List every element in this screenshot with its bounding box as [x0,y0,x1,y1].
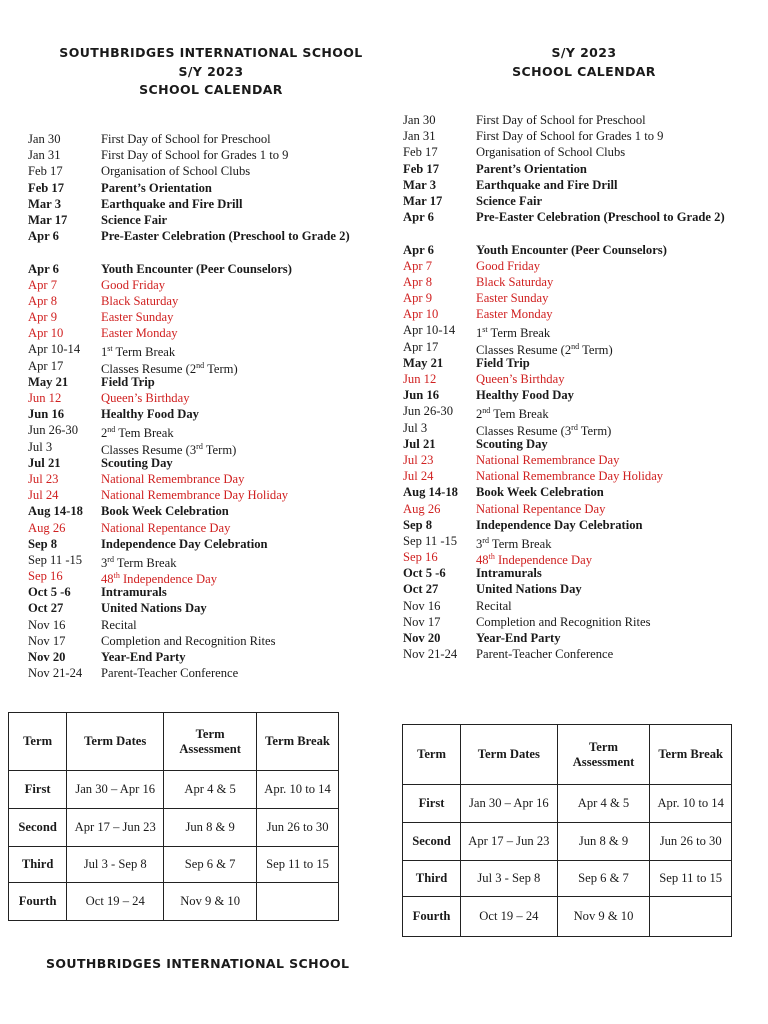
event-date: Nov 20 [28,650,66,665]
calendar-event [28,374,384,390]
table-cell: Apr 4 & 5 [164,771,257,809]
event-date: Nov 21-24 [28,666,83,681]
event-description: Easter Sunday [101,310,174,325]
event-date: Jul 21 [403,436,436,451]
event-description: Recital [476,598,512,613]
event-description: Healthy Food Day [476,388,574,403]
event-date: Sep 16 [403,550,438,565]
event-description: Good Friday [476,258,541,273]
event-date: Aug 14-18 [28,504,83,519]
calendar-event [28,471,384,487]
table-cell: Third [9,847,67,883]
school-name: SOUTHBRIDGES INTERNATIONAL SCHOOL [59,45,363,60]
event-description: United Nations Day [101,601,207,616]
table-cell: Jun 8 & 9 [557,823,650,861]
event-description: Pre-Easter Celebration (Preschool to Grade 2) [101,229,350,244]
event-description: Classes Resume (3rd Term) [476,422,612,438]
event-date: Apr 9 [403,291,433,306]
event-description: Easter Monday [101,326,178,341]
event-date: Nov 17 [403,614,441,629]
table-cell: Third [403,861,461,897]
event-date: Feb 17 [403,161,440,176]
column-header: Term [403,725,461,785]
calendar-event [403,646,759,662]
calendar-event [28,584,384,600]
calendar-event [28,422,384,441]
event-description: First Day of School for Preschool [476,113,646,127]
calendar-event [403,403,759,422]
table-cell: Apr. 10 to 14 [650,785,732,823]
event-date: Nov 21-24 [403,647,458,662]
event-date: Jul 24 [28,488,59,503]
calendar-event [28,163,384,179]
event-date: Oct 27 [28,601,64,616]
event-description: Organisation of School Clubs [101,164,251,179]
event-date: Jul 21 [28,455,61,470]
calendar-event [403,209,759,241]
calendar-event [403,468,759,484]
event-description: Year-End Party [476,631,561,646]
event-description: National Remembrance Day [101,471,245,486]
calendar-title: SCHOOL CALENDAR [512,63,656,79]
event-date: Apr 10 [403,307,439,322]
event-date: Apr 10-14 [403,323,456,338]
calendar-event [403,112,759,128]
calendar-event [403,193,759,209]
calendar-event [403,161,759,177]
event-date: Feb 17 [28,180,65,195]
event-date: Nov 16 [403,598,441,613]
table-row [403,897,732,937]
column-header: Term Break [650,725,732,785]
calendar-event [28,261,384,277]
event-description: Science Fair [101,212,168,227]
event-date: Nov 17 [28,633,66,648]
calendar-event [28,390,384,406]
column-header: Term Break [257,713,339,771]
calendar-event [28,147,384,163]
event-date: Mar 3 [28,196,61,211]
event-description: 48th Independence Day [476,552,593,568]
calendar-event [28,503,384,519]
event-date: Apr 8 [403,274,433,289]
event-description: Independence Day Celebration [101,536,268,551]
event-date: Apr 10-14 [28,342,81,357]
school-year: S/Y 2023 [551,45,617,60]
event-description: Intramurals [476,566,542,581]
event-date: Jan 31 [28,148,61,163]
event-date: Apr 9 [28,310,58,325]
event-date: Apr 17 [403,339,439,354]
event-description: National Repentance Day [476,501,606,516]
table-cell: Apr 17 – Jun 23 [461,823,558,861]
calendar-event [28,277,384,293]
calendar-event [403,484,759,500]
table-cell: Sep 11 to 15 [257,847,339,883]
calendar-event [403,371,759,387]
event-description: 2nd Tem Break [101,425,174,441]
calendar-event [28,228,384,260]
calendar-event [28,309,384,325]
table-cell: Sep 6 & 7 [557,861,650,897]
event-description: Book Week Celebration [101,504,229,519]
event-description: 1st Term Break [476,325,551,341]
table-header-row [403,725,732,785]
calendar-event [28,665,384,681]
event-date: Sep 11 -15 [403,533,458,548]
event-date: Jun 26-30 [28,423,79,438]
table-row [9,847,339,883]
table-cell: Oct 19 – 24 [461,897,558,937]
table-row [9,809,339,847]
event-description: National Remembrance Day Holiday [101,488,289,503]
table-cell: Apr 4 & 5 [557,785,650,823]
event-description: Easter Monday [476,307,553,322]
event-date: Nov 20 [403,631,441,646]
table-cell: Sep 6 & 7 [164,847,257,883]
event-description: 2nd Tem Break [476,406,549,422]
event-description: United Nations Day [476,582,582,597]
event-description: Queen’s Birthday [476,372,565,387]
event-description: Queen’s Birthday [101,391,190,406]
event-date: Apr 6 [28,261,59,276]
event-date: Apr 6 [403,210,434,225]
calendar-event [403,177,759,193]
column-header: Term Assessment [164,713,257,771]
table-header-row [9,713,339,771]
calendar-event [403,549,759,568]
table-row [403,823,732,861]
calendar-event [403,598,759,614]
calendar-event [403,387,759,403]
event-description: Good Friday [101,277,166,292]
calendar-event [28,617,384,633]
table-cell: Apr. 10 to 14 [257,771,339,809]
event-date: Aug 26 [28,520,66,535]
event-description: Earthquake and Fire Drill [101,196,243,211]
calendar-event [403,339,759,355]
event-description: Book Week Celebration [476,485,604,500]
table-cell: Jul 3 - Sep 8 [461,861,558,897]
table-cell: Fourth [403,897,461,937]
calendar-event [403,452,759,468]
event-list-left [28,131,384,681]
event-date: May 21 [403,355,444,370]
left-header [30,44,392,100]
column-header: Term Dates [67,713,164,771]
event-date: Jun 16 [28,407,65,422]
calendar-event [28,406,384,422]
calendar-event [28,196,384,212]
column-header: Term Dates [461,725,558,785]
calendar-event [403,258,759,274]
table-cell: Nov 9 & 10 [557,897,650,937]
event-description: 1st Term Break [101,344,176,360]
event-description: Classes Resume (2nd Term) [101,360,238,376]
event-date: Oct 5 -6 [28,585,71,600]
calendar-event [28,131,384,147]
event-date: Oct 27 [403,582,439,597]
calendar-event [403,581,759,597]
event-date: Jun 26-30 [403,404,454,419]
event-description: 3rd Term Break [101,554,177,571]
event-date: Aug 14-18 [403,485,458,500]
event-date: Jun 12 [403,372,437,387]
calendar-event [28,341,384,360]
event-description: Parent’s Orientation [476,161,587,176]
calendar-event [28,520,384,536]
right-header [403,44,765,81]
event-description: 3rd Term Break [476,535,552,552]
event-date: Apr 10 [28,326,64,341]
event-date: Apr 7 [28,277,58,292]
event-date: Apr 6 [28,229,59,244]
event-description: Scouting Day [476,436,548,451]
table-cell: Jun 26 to 30 [257,809,339,847]
event-description: Organisation of School Clubs [476,145,626,160]
table-cell: Jan 30 – Apr 16 [67,771,164,809]
event-description: National Repentance Day [101,520,231,535]
event-description: Pre-Easter Celebration (Preschool to Grade 2) [476,210,725,225]
table-cell: Jun 8 & 9 [164,809,257,847]
event-date: Sep 8 [403,517,433,532]
calendar-title: SCHOOL CALENDAR [139,82,283,97]
event-description: Earthquake and Fire Drill [476,177,618,192]
event-date: Jun 16 [403,388,440,403]
calendar-event [403,274,759,290]
event-date: Jan 30 [28,132,61,146]
table-cell: First [403,785,461,823]
footer-school-name: SOUTHBRIDGES INTERNATIONAL SCHOOL [46,956,350,971]
event-description: National Remembrance Day Holiday [476,469,664,484]
calendar-event [28,568,384,587]
calendar-event [403,565,759,581]
event-date: Jul 3 [403,420,428,435]
table-row [403,785,732,823]
event-description: Healthy Food Day [101,407,199,422]
event-description: Completion and Recognition Rites [101,633,276,648]
event-description: Parent-Teacher Conference [101,666,239,681]
event-date: Jan 31 [403,129,436,144]
calendar-event [28,649,384,665]
event-description: Science Fair [476,193,543,208]
table-cell: Jan 30 – Apr 16 [461,785,558,823]
event-description: Classes Resume (3rd Term) [101,441,237,457]
event-date: Jul 3 [28,439,53,454]
calendar-event [28,212,384,228]
event-date: Sep 8 [28,536,58,551]
calendar-event [28,180,384,196]
event-description: Field Trip [476,355,530,370]
event-description: Recital [101,617,137,632]
calendar-event [403,306,759,322]
calendar-event [28,600,384,616]
event-date: Oct 5 -6 [403,566,446,581]
event-date: Nov 16 [28,617,66,632]
calendar-event [403,501,759,517]
event-date: Feb 17 [28,164,63,179]
calendar-event [28,552,384,571]
event-date: Mar 3 [403,177,436,192]
event-description: Field Trip [101,374,155,389]
table-row [9,771,339,809]
table-row [9,883,339,921]
calendar-event [28,439,384,455]
calendar-event [403,533,759,552]
table-row [403,861,732,897]
event-date: Apr 6 [403,242,434,257]
table-cell: Second [9,809,67,847]
event-date: Jan 30 [403,113,436,127]
event-description: Year-End Party [101,650,186,665]
table-cell: Sep 11 to 15 [650,861,732,897]
event-description: National Remembrance Day [476,452,620,467]
event-description: First Day of School for Grades 1 to 9 [476,129,664,144]
column-header: Term Assessment [557,725,650,785]
school-year: S/Y 2023 [178,63,244,79]
table-cell [257,883,339,921]
calendar-event [28,325,384,341]
table-cell: Oct 19 – 24 [67,883,164,921]
calendar-event [28,487,384,503]
table-cell: Fourth [9,883,67,921]
event-date: Feb 17 [403,145,438,160]
event-description: First Day of School for Preschool [101,132,271,146]
event-date: Jun 12 [28,391,62,406]
calendar-event [403,436,759,452]
event-description: Easter Sunday [476,291,549,306]
column-header: Term [9,713,67,771]
event-description: Independence Day Celebration [476,517,643,532]
event-date: Jul 23 [28,471,59,486]
event-list-right [403,112,759,662]
event-date: Aug 26 [403,501,441,516]
table-cell: First [9,771,67,809]
calendar-event [403,630,759,646]
event-description: Scouting Day [101,455,173,470]
event-description: Youth Encounter (Peer Counselors) [476,242,667,257]
event-description: 48th Independence Day [101,571,218,587]
event-date: Mar 17 [403,193,443,208]
calendar-event [403,517,759,533]
event-description: Intramurals [101,585,167,600]
event-description: Completion and Recognition Rites [476,614,651,629]
event-date: Apr 7 [403,258,433,273]
calendar-event [28,358,384,374]
term-table-right [402,724,732,937]
event-date: Apr 17 [28,358,64,373]
event-date: Jul 24 [403,469,434,484]
event-description: Black Saturday [101,293,179,308]
table-cell: Jul 3 - Sep 8 [67,847,164,883]
calendar-event [403,290,759,306]
event-description: Youth Encounter (Peer Counselors) [101,261,292,276]
event-date: Sep 11 -15 [28,552,83,567]
event-date: Sep 16 [28,569,63,584]
calendar-event [403,144,759,160]
calendar-event [403,420,759,436]
event-date: May 21 [28,374,69,389]
table-cell [650,897,732,937]
event-date: Jul 23 [403,452,434,467]
calendar-event [403,355,759,371]
calendar-event [403,614,759,630]
event-description: Black Saturday [476,274,554,289]
event-date: Mar 17 [28,212,68,227]
calendar-event [28,293,384,309]
event-description: Classes Resume (2nd Term) [476,341,613,357]
event-date: Apr 8 [28,293,58,308]
term-table-left [8,712,339,921]
event-description: Parent’s Orientation [101,180,212,195]
event-description: First Day of School for Grades 1 to 9 [101,148,289,163]
table-cell: Nov 9 & 10 [164,883,257,921]
calendar-event [403,242,759,258]
event-description: Parent-Teacher Conference [476,647,614,662]
calendar-event [403,128,759,144]
table-cell: Jun 26 to 30 [650,823,732,861]
table-cell: Apr 17 – Jun 23 [67,809,164,847]
table-cell: Second [403,823,461,861]
calendar-event [403,322,759,341]
calendar-event [28,633,384,649]
calendar-event [28,455,384,471]
calendar-event [28,536,384,552]
